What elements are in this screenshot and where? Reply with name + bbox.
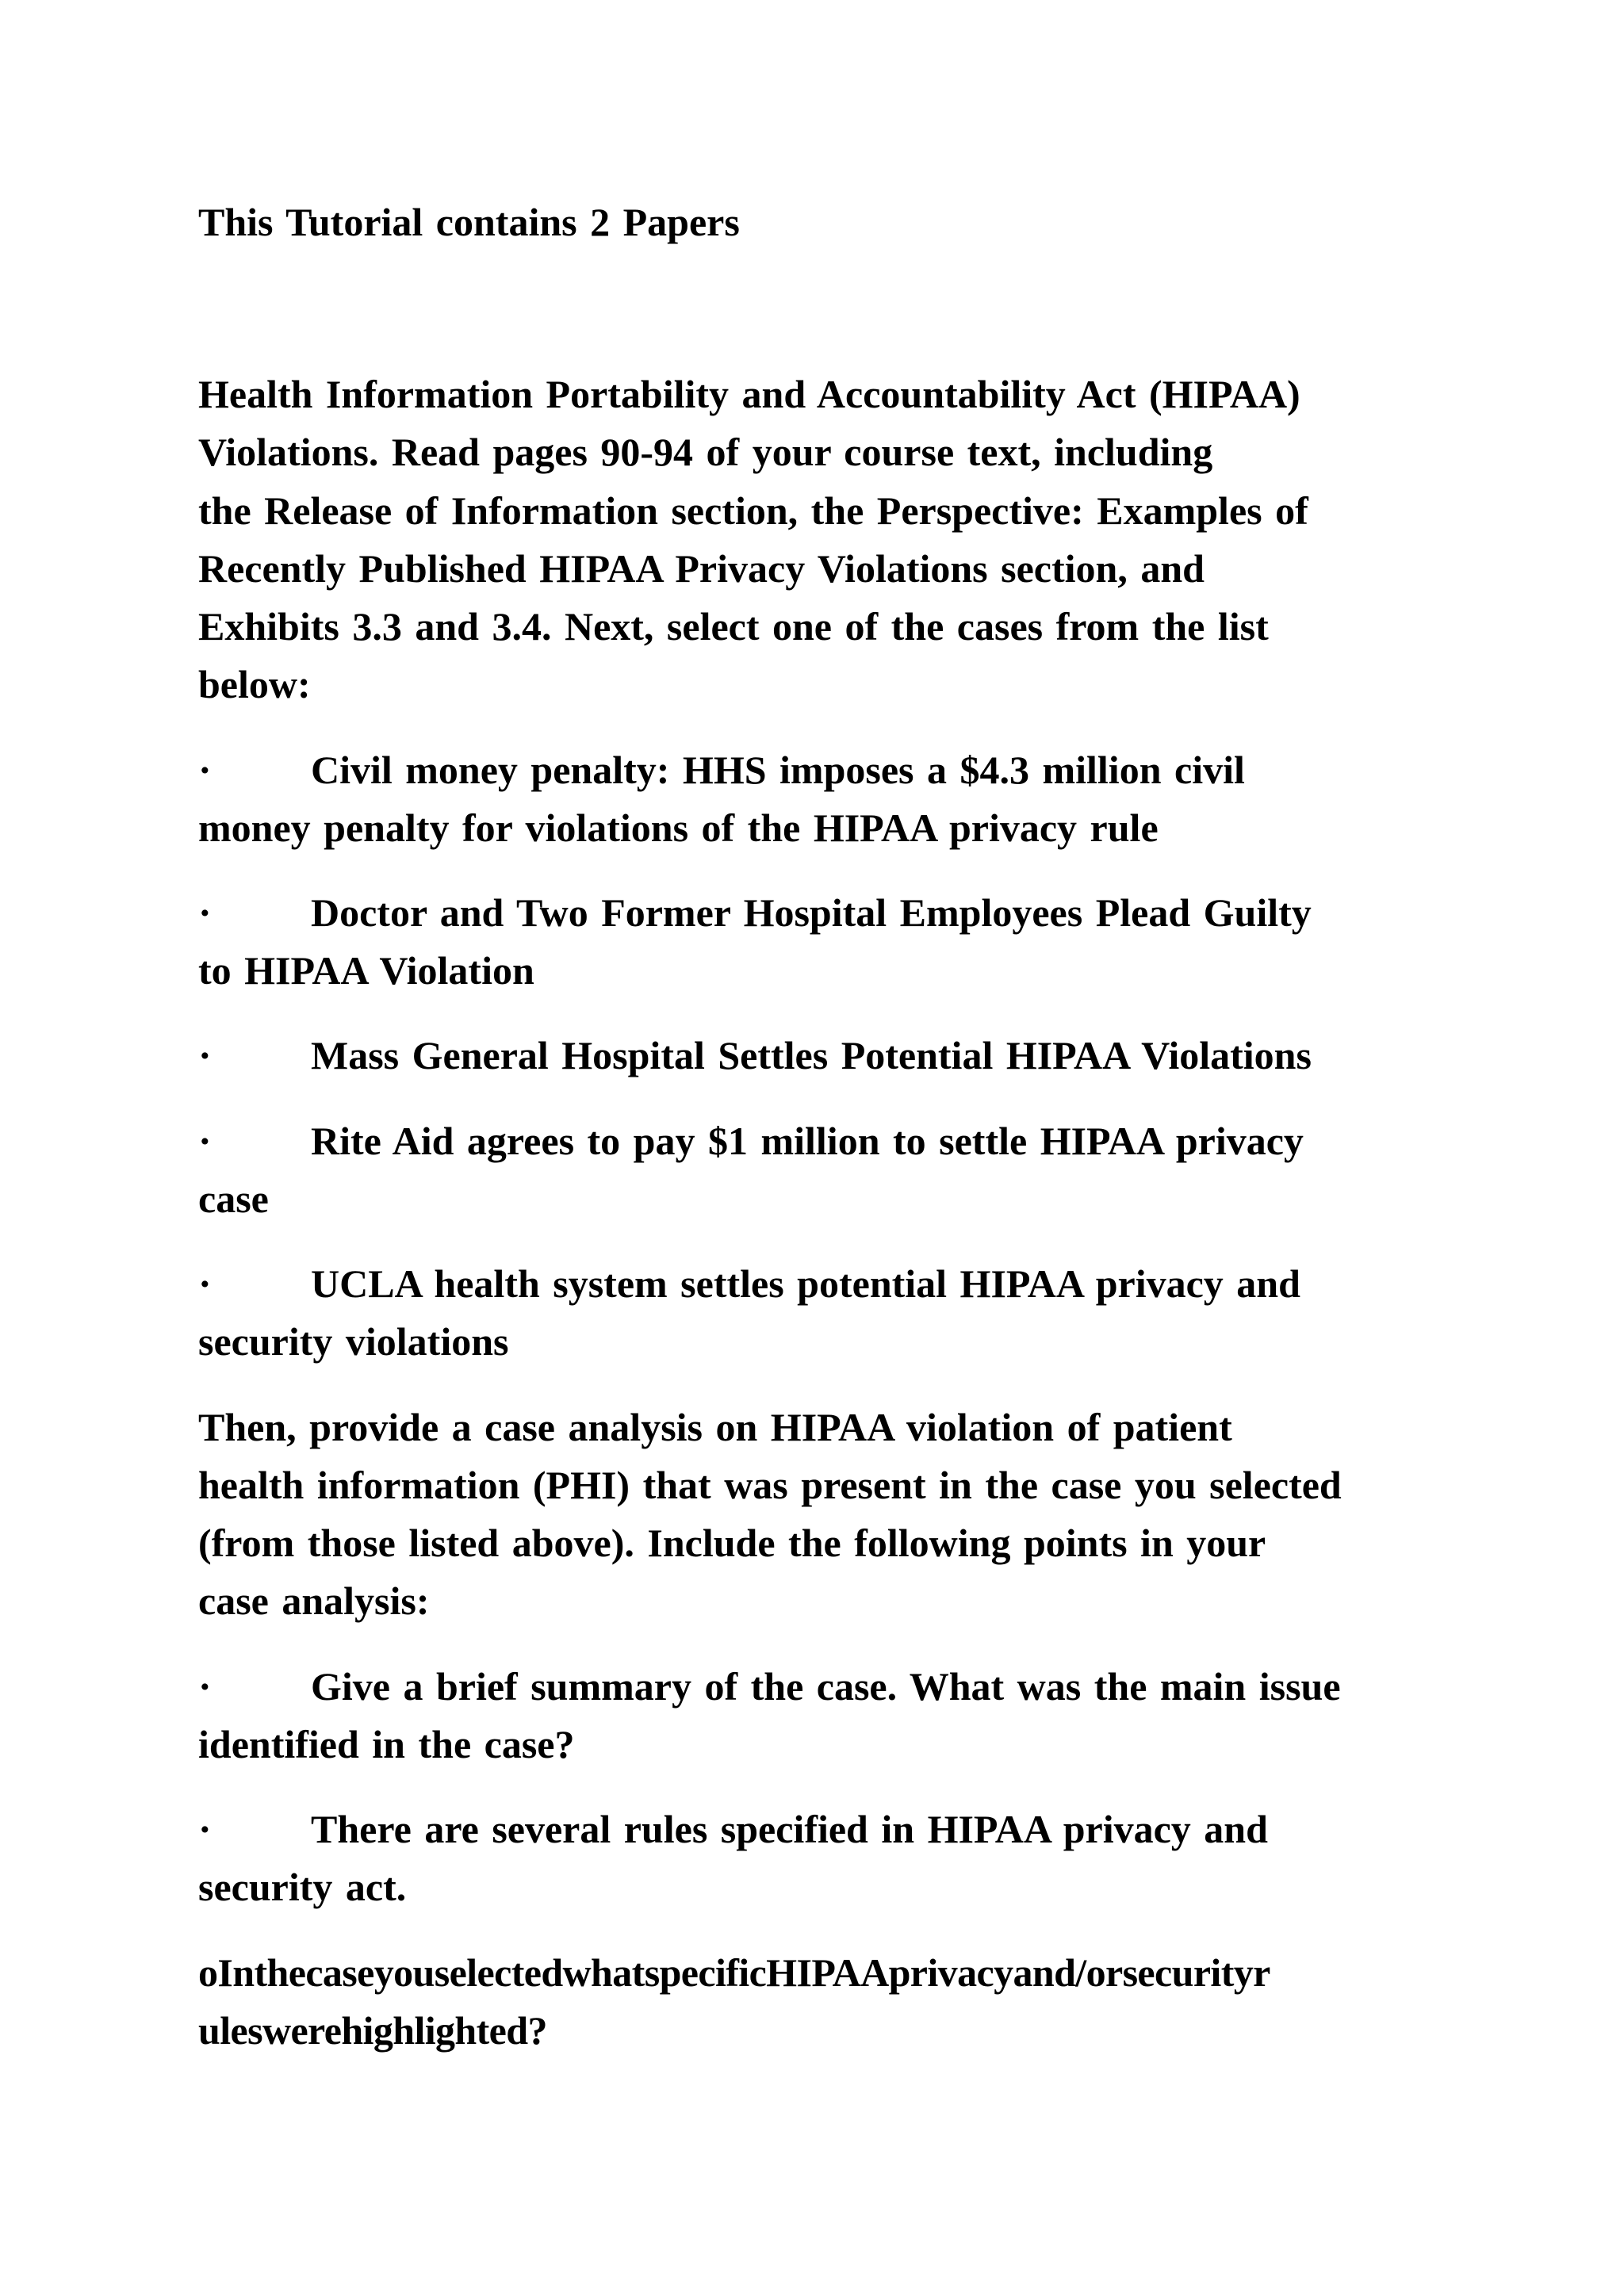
bullet-dot: · [198, 1119, 212, 1163]
case-line: to HIPAA Violation [198, 948, 534, 993]
intro-line: Violations. Read pages 90-94 of your course text, including [198, 430, 1213, 474]
subpoint-line: oInthecaseyouselectedwhatspecificHIPAAprivacyand/orsecurityr [198, 1950, 1270, 1995]
intro-line: Health Information Portability and Accountability Act (HIPAA) [198, 372, 1300, 416]
case-line: security violations [198, 1319, 509, 1364]
case-line: case [198, 1177, 269, 1221]
case-line: Rite Aid agrees to pay $1 million to settle HIPAA privacy [311, 1119, 1304, 1163]
analysis-line: health information (PHI) that was present in the case you selected [198, 1463, 1342, 1507]
intro-line: the Release of Information section, the Perspective: Examples of [198, 488, 1308, 533]
bullet-dot: · [198, 1807, 212, 1851]
document-title: This Tutorial contains 2 Papers [198, 200, 740, 244]
bullet-dot: · [198, 748, 212, 792]
intro-line: Exhibits 3.3 and 3.4. Next, select one of the cases from the list [198, 604, 1269, 649]
intro-line: below: [198, 662, 311, 706]
case-line: Mass General Hospital Settles Potential HIPAA Violations [311, 1033, 1312, 1077]
case-line: money penalty for violations of the HIPAA privacy rule [198, 806, 1159, 850]
point-line: identified in the case? [198, 1722, 575, 1766]
analysis-line: Then, provide a case analysis on HIPAA violation of patient [198, 1405, 1232, 1449]
analysis-line: (from those listed above). Include the following points in your [198, 1521, 1266, 1565]
point-line: security act. [198, 1865, 407, 1909]
bullet-dot: · [198, 890, 212, 935]
case-line: UCLA health system settles potential HIPAA privacy and [311, 1261, 1300, 1306]
analysis-line: case analysis: [198, 1578, 430, 1623]
bullet-dot: · [198, 1033, 212, 1077]
point-line: There are several rules specified in HIPAA privacy and [311, 1807, 1268, 1851]
bullet-dot: · [198, 1664, 212, 1709]
case-line: Doctor and Two Former Hospital Employees Plead Guilty [311, 890, 1312, 935]
bullet-dot: · [198, 1261, 212, 1306]
subpoint-line: uleswerehighlighted? [198, 2008, 547, 2053]
intro-line: Recently Published HIPAA Privacy Violations section, and [198, 546, 1205, 591]
case-line: Civil money penalty: HHS imposes a $4.3 million civil [311, 748, 1245, 792]
point-line: Give a brief summary of the case. What was the main issue [311, 1664, 1341, 1709]
